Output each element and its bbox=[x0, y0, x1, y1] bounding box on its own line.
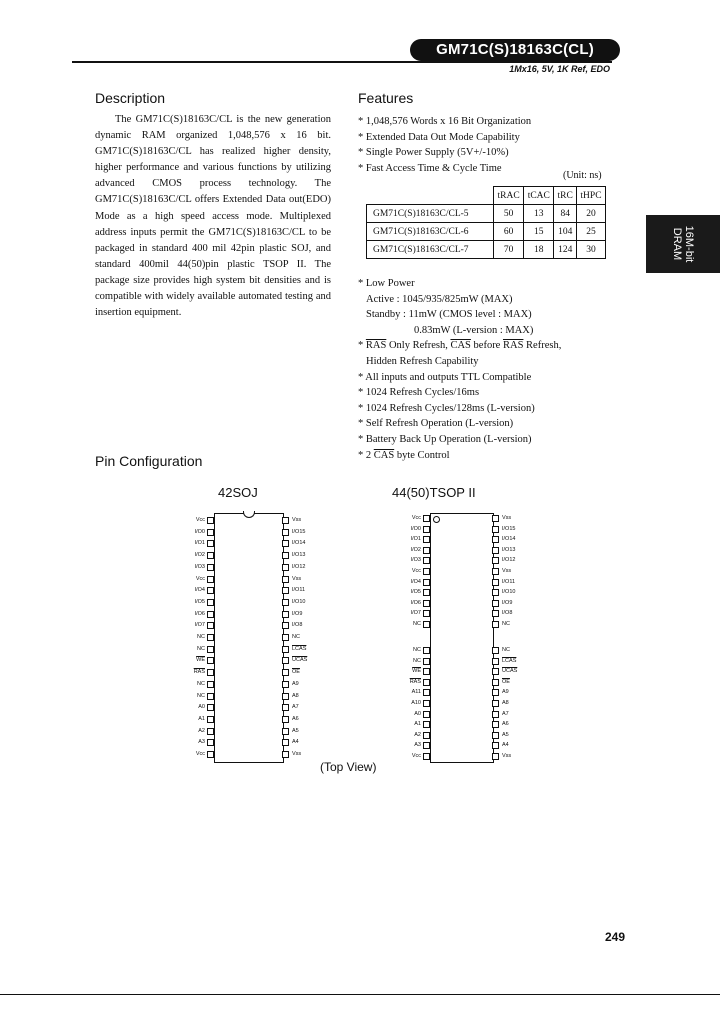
pin-marker bbox=[492, 515, 499, 522]
pin-marker bbox=[492, 753, 499, 760]
pin-label: A5 bbox=[292, 727, 299, 734]
pin-marker bbox=[207, 669, 214, 676]
pin-label: I/O2 bbox=[410, 546, 421, 553]
pin-marker bbox=[207, 517, 214, 524]
pin-marker bbox=[492, 721, 499, 728]
pin-marker bbox=[423, 610, 430, 617]
table-header: tRC bbox=[554, 187, 577, 205]
pin-label: Vss bbox=[502, 753, 512, 759]
features-heading: Features bbox=[358, 90, 414, 106]
feature-item: Active : 1045/935/825mW (MAX) bbox=[366, 293, 513, 305]
pin-label: I/O7 bbox=[194, 622, 205, 629]
pin-marker bbox=[492, 689, 499, 696]
pin-label: A7 bbox=[502, 710, 509, 717]
pin-marker bbox=[492, 610, 499, 617]
pin-marker bbox=[423, 621, 430, 628]
pin-label: I/O10 bbox=[292, 598, 306, 605]
pin-label: I/O5 bbox=[410, 589, 421, 596]
pin-marker bbox=[282, 540, 289, 547]
pin-marker bbox=[282, 716, 289, 723]
table-cell: 84 bbox=[554, 205, 577, 223]
feature-item: 0.83mW (L-version : MAX) bbox=[414, 324, 534, 336]
pin-marker bbox=[423, 721, 430, 728]
pin-marker bbox=[423, 711, 430, 718]
document-title: GM71C(S)18163C(CL) bbox=[410, 39, 620, 61]
pin-marker bbox=[492, 732, 499, 739]
pin-label: LCAS bbox=[292, 645, 307, 652]
pin-label: I/O14 bbox=[502, 536, 516, 543]
pin-marker bbox=[207, 657, 214, 664]
pin-marker bbox=[423, 742, 430, 749]
pin-label: I/O6 bbox=[194, 610, 205, 617]
pin-label: I/O1 bbox=[194, 540, 205, 547]
table-cell: GM71C(S)18163C/CL-5 bbox=[367, 205, 494, 223]
pin-marker bbox=[282, 739, 289, 746]
table-unit: (Unit: ns) bbox=[563, 170, 602, 181]
pin-label: Vcc bbox=[411, 753, 421, 759]
pin-marker bbox=[207, 681, 214, 688]
top-view-label: (Top View) bbox=[320, 760, 377, 774]
pin-marker bbox=[492, 547, 499, 554]
pin-marker bbox=[423, 600, 430, 607]
table-row bbox=[367, 205, 606, 223]
refresh-text: before bbox=[470, 340, 503, 352]
pin-label: Vcc bbox=[195, 517, 205, 523]
pin-marker bbox=[492, 700, 499, 707]
pin-label: I/O7 bbox=[410, 610, 421, 617]
pin-marker bbox=[492, 711, 499, 718]
pin-marker bbox=[207, 716, 214, 723]
pin-label: A7 bbox=[292, 704, 299, 711]
table-cell: 60 bbox=[494, 223, 524, 241]
pin-label: A6 bbox=[502, 721, 509, 728]
pin-marker bbox=[492, 579, 499, 586]
pin-label: I/O8 bbox=[292, 622, 303, 629]
pin-marker bbox=[423, 515, 430, 522]
table-row bbox=[367, 223, 606, 241]
pin-marker bbox=[423, 679, 430, 686]
pin-label: I/O13 bbox=[292, 552, 306, 559]
description-text: The GM71C(S)18163C/CL is the new generation dynamic RAM organized 1,048,576 x 16 bit. GM71C(S)18163C/CL has realized higher density, higher performance and various functions by utilizing advanced CMOS process technology. The GM71C(S)18163C/CL offers Extended Data out(EDO) Mode as a high speed access mode. Multiplexed address inputs permit the GM71C(S)18163C/CL to be packaged in standard 400 mil 42pin plastic SOJ, and standard 400mil 44(50)pin plastic TSOP II. The package size provides high system bit densities and is compatible with widely available automated testing and insertion equipment. bbox=[95, 114, 331, 319]
table-header: tRAC bbox=[494, 187, 524, 205]
pin-label: Vcc bbox=[195, 575, 205, 582]
tsop-pin1-mark bbox=[433, 516, 440, 523]
pin-label: A1 bbox=[198, 715, 205, 722]
pin-marker bbox=[207, 728, 214, 735]
pin-label: I/O14 bbox=[292, 540, 306, 547]
pin-label: $\overline{WE}$ bbox=[196, 657, 205, 664]
pin-marker bbox=[207, 599, 214, 606]
ras-signal: $\overline{RAS}$ bbox=[502, 340, 524, 352]
pin-marker bbox=[492, 742, 499, 749]
pin-marker bbox=[492, 668, 499, 675]
pin-label: A6 bbox=[292, 715, 299, 722]
feature-item: * 1024 Refresh Cycles/16ms bbox=[358, 387, 480, 399]
pin-label: Vcc bbox=[411, 568, 421, 574]
pin-label: A8 bbox=[292, 692, 299, 699]
pin-label: I/O2 bbox=[194, 552, 205, 559]
pin-marker bbox=[207, 552, 214, 559]
pin-marker bbox=[207, 634, 214, 641]
pin-marker bbox=[423, 589, 430, 596]
table-cell: 13 bbox=[524, 205, 554, 223]
pin-marker bbox=[282, 681, 289, 688]
tsop-label: 44(50)TSOP II bbox=[392, 485, 476, 500]
pin-marker bbox=[282, 646, 289, 653]
pin-marker bbox=[492, 647, 499, 654]
pin-label: I/O3 bbox=[194, 563, 205, 570]
pin-label: NC bbox=[502, 621, 510, 627]
pin-label: I/O12 bbox=[502, 557, 516, 564]
pin-label: I/O4 bbox=[194, 587, 205, 594]
table-corner bbox=[367, 187, 494, 205]
pin-marker bbox=[423, 536, 430, 543]
pin-label: I/O12 bbox=[292, 563, 306, 570]
pin-label: Vcc bbox=[195, 751, 205, 757]
pin-marker bbox=[282, 693, 289, 700]
pin-label: A0 bbox=[198, 704, 205, 711]
pin-marker bbox=[207, 587, 214, 594]
pin-marker bbox=[282, 611, 289, 618]
pin-label: I/O13 bbox=[502, 546, 516, 553]
pin-marker bbox=[282, 622, 289, 629]
pin-marker bbox=[282, 704, 289, 711]
pin-label: A3 bbox=[198, 739, 205, 746]
pin-marker bbox=[282, 751, 289, 758]
feature-item: * 1,048,576 Words x 16 Bit Organization bbox=[358, 116, 532, 127]
description-heading: Description bbox=[95, 90, 166, 106]
table-row bbox=[367, 241, 606, 259]
table-header: tCAC bbox=[524, 187, 554, 205]
pin-label: A4 bbox=[502, 742, 509, 749]
pin-label: NC bbox=[292, 634, 300, 640]
pin-label: A2 bbox=[414, 731, 421, 738]
pin-label: UCAS bbox=[292, 657, 308, 664]
pin-marker bbox=[492, 679, 499, 686]
pin-label: NC bbox=[197, 645, 205, 652]
pin-marker bbox=[282, 728, 289, 735]
pin-label: A11 bbox=[411, 689, 421, 696]
table-header: tHPC bbox=[576, 187, 605, 205]
table-cell: GM71C(S)18163C/CL-6 bbox=[367, 223, 494, 241]
pin-label: NC bbox=[413, 647, 421, 653]
table-cell: 70 bbox=[494, 241, 524, 259]
table-cell: 20 bbox=[576, 205, 605, 223]
pin-marker bbox=[492, 526, 499, 533]
pin-marker bbox=[492, 536, 499, 543]
side-tab-line2: DRAM bbox=[671, 227, 683, 261]
pin-marker bbox=[282, 517, 289, 524]
pin-label: I/O11 bbox=[502, 578, 516, 585]
pin-label: I/O5 bbox=[194, 598, 205, 605]
pin-marker bbox=[282, 587, 289, 594]
pin-label: I/O15 bbox=[292, 528, 306, 535]
refresh-text: Only Refresh, bbox=[386, 340, 451, 352]
feature-item: * Battery Back Up Operation (L-version) bbox=[358, 433, 532, 445]
pin-marker bbox=[423, 557, 430, 564]
pin-label: A4 bbox=[292, 739, 299, 746]
feature-item: * Low Power bbox=[358, 278, 415, 289]
pin-marker bbox=[282, 576, 289, 583]
pin-marker bbox=[282, 634, 289, 641]
refresh-text: Refresh, bbox=[523, 340, 562, 352]
pin-label: $\overline{RAS}$ bbox=[409, 678, 421, 685]
feature-item: * Self Refresh Operation (L-version) bbox=[358, 418, 514, 430]
pin-label: LCAS bbox=[502, 657, 517, 664]
pin-marker bbox=[207, 576, 214, 583]
pin-label: NC bbox=[502, 647, 510, 653]
cas-signal: $\overline{CAS}$ bbox=[450, 340, 471, 352]
pin-marker bbox=[207, 540, 214, 547]
pin-marker bbox=[282, 564, 289, 571]
pin-marker bbox=[423, 732, 430, 739]
pin-marker bbox=[423, 753, 430, 760]
soj-chip-body bbox=[214, 513, 284, 763]
pin-label: Vss bbox=[292, 575, 302, 582]
pin-label: I/O10 bbox=[502, 589, 516, 596]
pin-label: I/O15 bbox=[502, 525, 516, 532]
pin-label: NC bbox=[197, 692, 205, 699]
pin-marker bbox=[207, 564, 214, 571]
section-side-tab bbox=[646, 215, 720, 273]
features-list-top bbox=[358, 114, 628, 176]
pin-marker bbox=[282, 599, 289, 606]
table-cell: 30 bbox=[576, 241, 605, 259]
table-header-row bbox=[367, 187, 606, 205]
pin-marker bbox=[207, 611, 214, 618]
cas-ctrl-pre: * 2 bbox=[358, 449, 374, 461]
tsop-chip-body bbox=[430, 513, 494, 763]
pin-marker bbox=[207, 751, 214, 758]
table-cell: 18 bbox=[524, 241, 554, 259]
pin-label: I/O3 bbox=[410, 557, 421, 564]
pin-marker bbox=[207, 622, 214, 629]
pin-config-heading: Pin Configuration bbox=[95, 453, 203, 469]
pin-marker bbox=[282, 552, 289, 559]
pin-label: A10 bbox=[411, 700, 421, 706]
ras-signal: $\overline{RAS}$ bbox=[365, 340, 387, 352]
access-time-table bbox=[366, 186, 606, 259]
pin-label: Vss bbox=[502, 568, 512, 574]
pin-label: A8 bbox=[502, 700, 509, 706]
pin-marker bbox=[423, 647, 430, 654]
pin-marker bbox=[282, 669, 289, 676]
table-cell: 104 bbox=[554, 223, 577, 241]
features-list-bottom bbox=[358, 276, 628, 463]
pin-marker bbox=[423, 689, 430, 696]
pin-label: I/O11 bbox=[292, 587, 306, 594]
pin-label: $\overline{RAS}$ bbox=[193, 669, 205, 676]
pin-marker bbox=[207, 646, 214, 653]
pin-marker bbox=[492, 600, 499, 607]
pin-marker bbox=[423, 658, 430, 665]
pin-marker bbox=[492, 557, 499, 564]
table-cell: 124 bbox=[554, 241, 577, 259]
table-cell: 15 bbox=[524, 223, 554, 241]
cas-ctrl-post: byte Control bbox=[394, 449, 450, 461]
pin-marker bbox=[423, 547, 430, 554]
feature-item: * All inputs and outputs TTL Compatible bbox=[358, 371, 532, 383]
feature-item bbox=[358, 448, 628, 464]
pin-label: I/O0 bbox=[410, 525, 421, 532]
feature-item: * Extended Data Out Mode Capability bbox=[358, 131, 520, 143]
table-cell: GM71C(S)18163C/CL-7 bbox=[367, 241, 494, 259]
pin-marker bbox=[423, 579, 430, 586]
pin-label: A5 bbox=[502, 731, 509, 738]
pin-marker bbox=[423, 568, 430, 575]
pin-label: I/O9 bbox=[292, 610, 303, 617]
pin-label: I/O8 bbox=[502, 610, 513, 617]
pin-marker bbox=[207, 704, 214, 711]
header-rule bbox=[72, 61, 612, 63]
pin-label: $\overline{OE}$ bbox=[292, 669, 300, 676]
feature-item: * Single Power Supply (5V+/-10%) bbox=[358, 147, 509, 158]
pin-marker bbox=[207, 739, 214, 746]
feature-item: * 1024 Refresh Cycles/128ms (L-version) bbox=[358, 402, 535, 414]
pin-label: I/O4 bbox=[410, 578, 421, 585]
pin-label: Vcc bbox=[411, 515, 421, 521]
pin-label: $\overline{WE}$ bbox=[412, 668, 421, 675]
pin-label: A3 bbox=[414, 742, 421, 749]
pin-marker bbox=[207, 529, 214, 536]
table-cell: 25 bbox=[576, 223, 605, 241]
feature-item: * Fast Access Time & Cycle Time bbox=[358, 162, 502, 174]
pin-label: I/O1 bbox=[410, 536, 421, 543]
pin-label: Vss bbox=[292, 517, 302, 523]
pin-marker bbox=[423, 526, 430, 533]
pin-marker bbox=[423, 668, 430, 675]
page-number: 249 bbox=[605, 930, 626, 944]
pin-marker bbox=[207, 693, 214, 700]
pin-marker bbox=[492, 621, 499, 628]
pin-label: $\overline{OE}$ bbox=[502, 678, 510, 685]
table-cell: 50 bbox=[494, 205, 524, 223]
pin-label: A9 bbox=[292, 680, 299, 687]
pin-label: NC bbox=[413, 657, 421, 664]
pin-marker bbox=[282, 529, 289, 536]
feature-item: Hidden Refresh Capability bbox=[366, 355, 479, 367]
pin-label: A9 bbox=[502, 689, 509, 696]
pin-label: UCAS bbox=[502, 668, 518, 675]
pin-label: NC bbox=[413, 621, 421, 627]
pin-label: Vss bbox=[502, 515, 512, 521]
feature-item: Standby : 11mW (CMOS level : MAX) bbox=[366, 309, 532, 321]
pin-marker bbox=[282, 657, 289, 664]
pin-marker bbox=[492, 658, 499, 665]
footer-rule bbox=[0, 994, 720, 995]
pin-label: NC bbox=[197, 634, 205, 640]
pin-label: Vss bbox=[292, 751, 302, 757]
pin-label: A1 bbox=[414, 721, 421, 728]
pin-label: I/O9 bbox=[502, 599, 513, 606]
soj-label: 42SOJ bbox=[218, 485, 258, 500]
pin-marker bbox=[423, 700, 430, 707]
pin-label: I/O6 bbox=[410, 599, 421, 606]
pin-marker bbox=[492, 568, 499, 575]
pin-label: I/O0 bbox=[194, 528, 205, 535]
document-subtitle: 1Mx16, 5V, 1K Ref, EDO bbox=[509, 64, 610, 74]
pin-label: A0 bbox=[414, 710, 421, 717]
cas-signal: $\overline{CAS}$ bbox=[373, 449, 395, 461]
pin-marker bbox=[492, 589, 499, 596]
feature-item: * $\overline{RAS}$ Only Refresh, $\overline{CAS}$ before $\overline{RAS}$ Refresh, bbox=[358, 340, 562, 352]
side-tab-line1: 16M-bit bbox=[683, 225, 695, 263]
pin-label: NC bbox=[197, 680, 205, 687]
pin-label: A2 bbox=[198, 727, 205, 734]
